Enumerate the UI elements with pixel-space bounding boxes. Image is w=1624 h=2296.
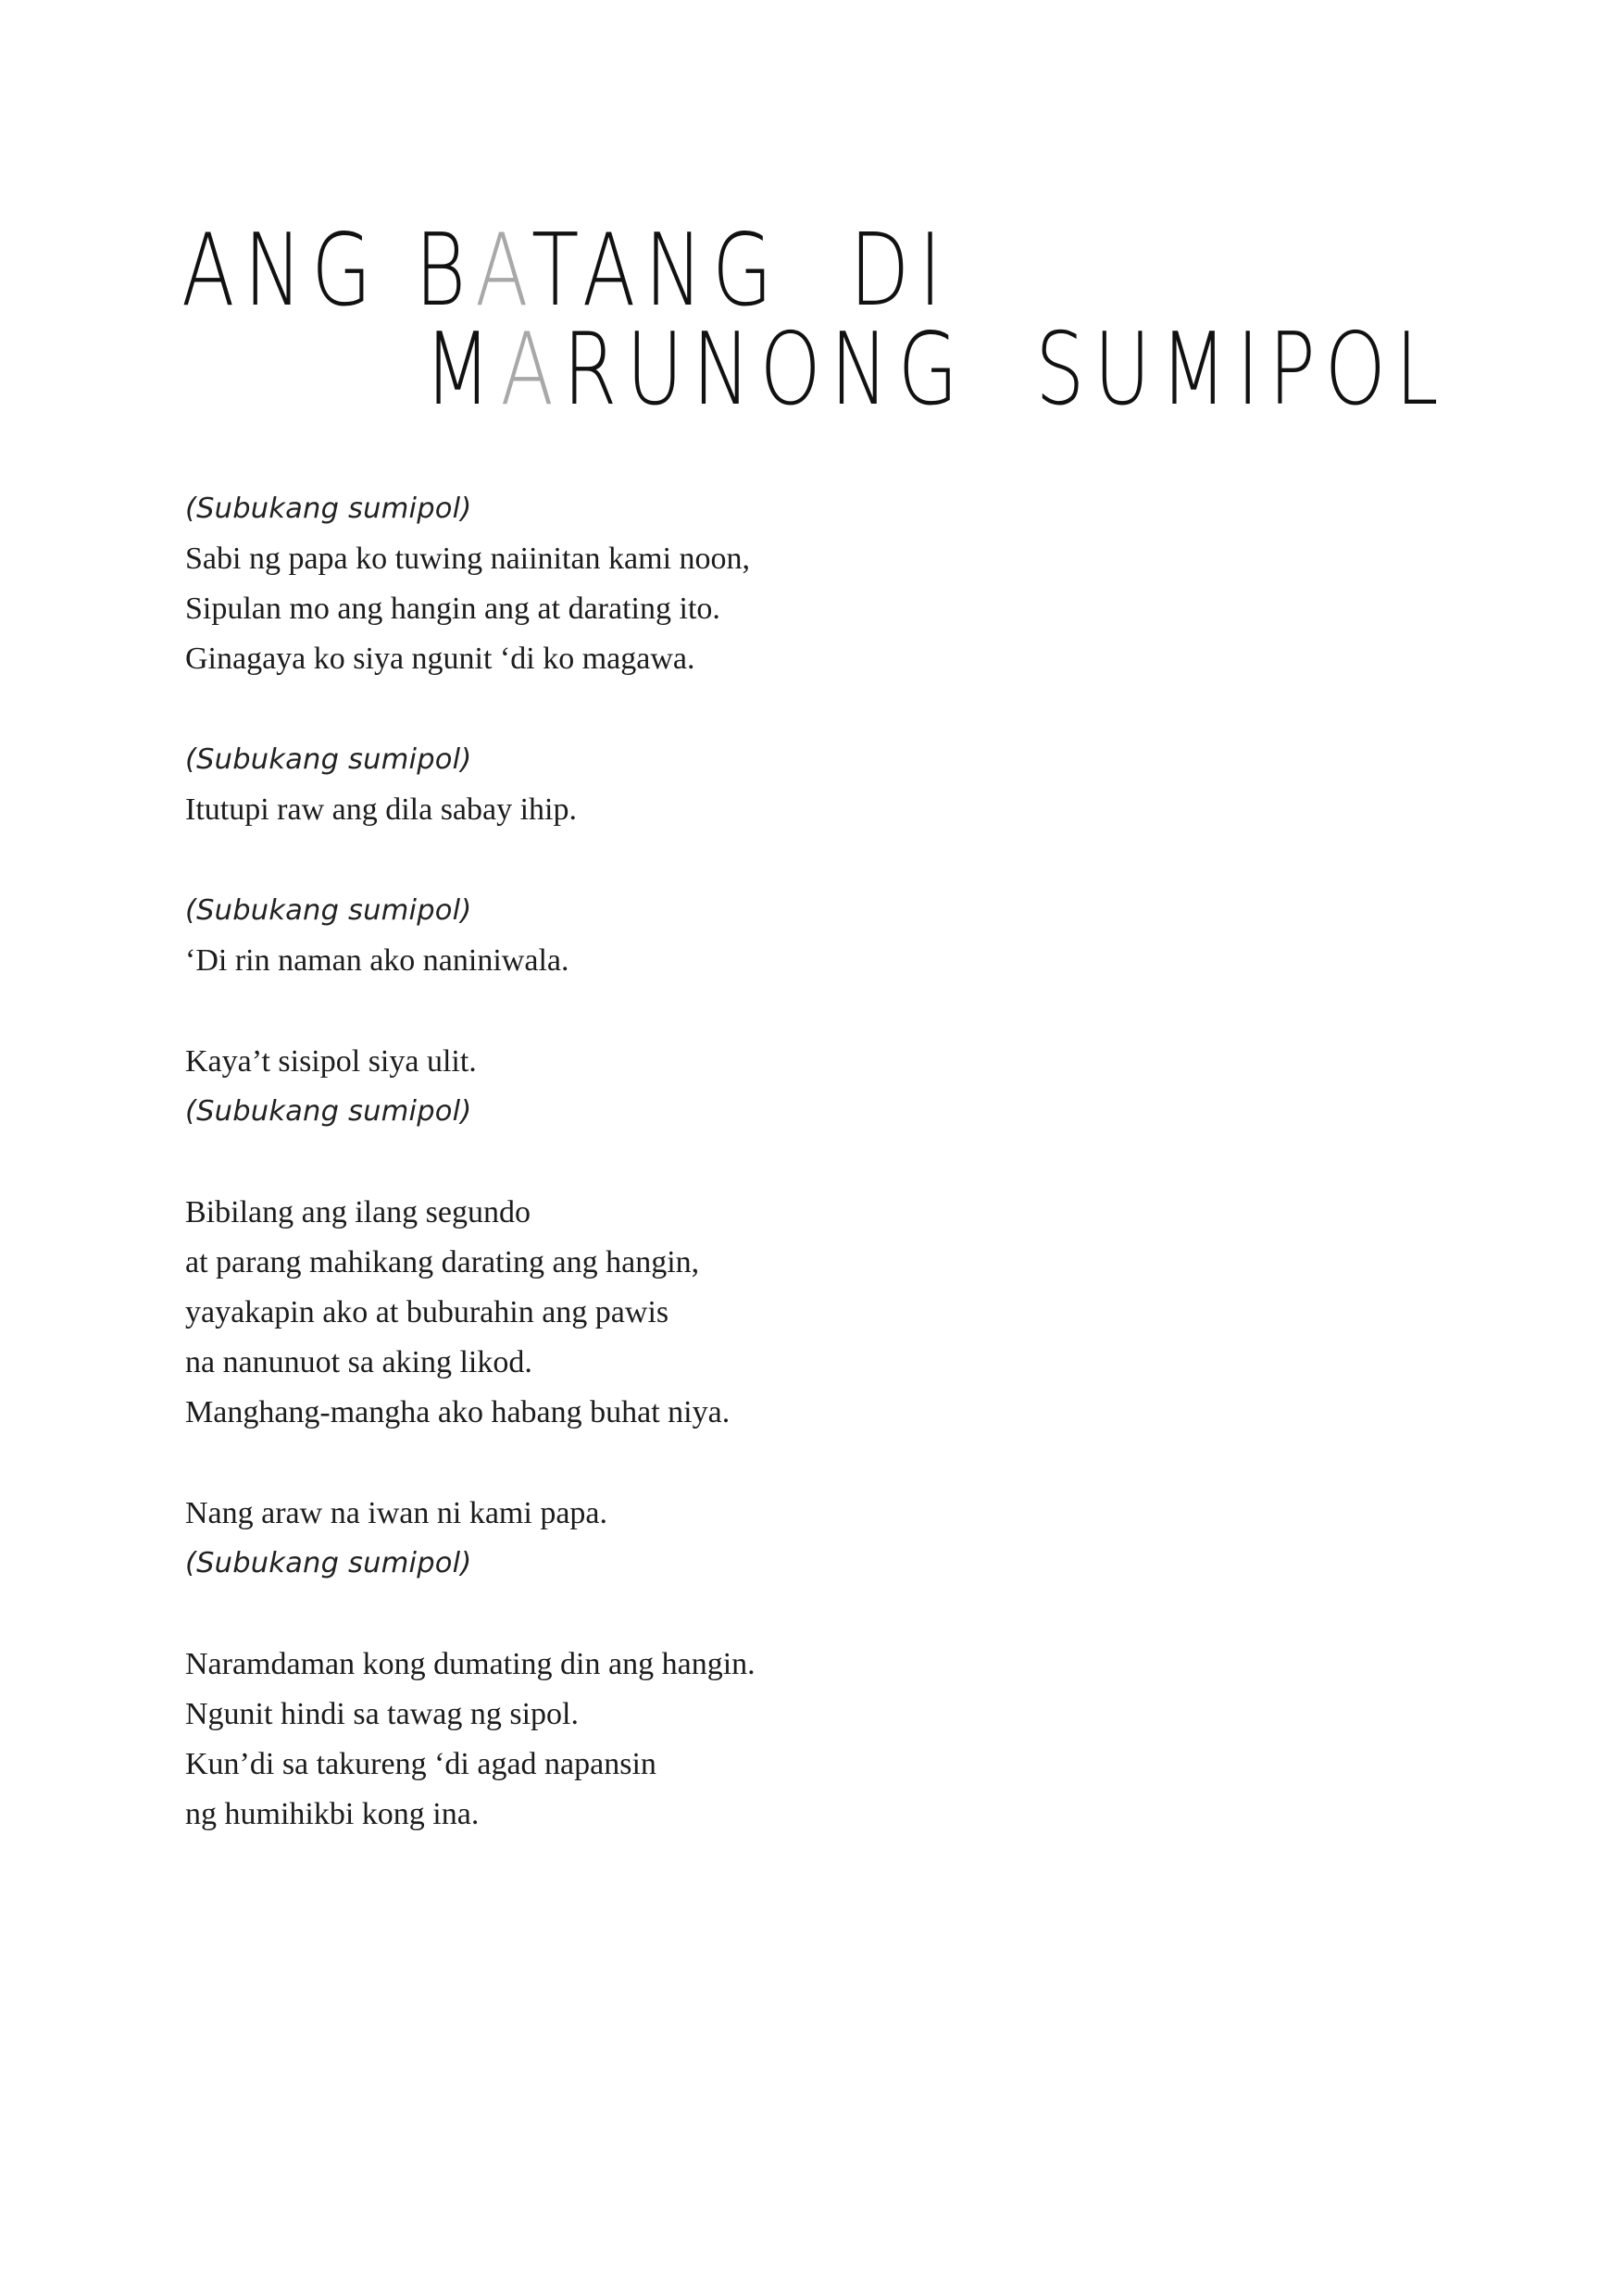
poem-line: Sabi ng papa ko tuwing naiinitan kami noon,	[185, 542, 751, 576]
poem-line: yayakapin ako at buburahin ang pawis	[185, 1295, 669, 1329]
poem-line: na nanunuot sa aking likod.	[185, 1345, 532, 1379]
poem-line: at parang mahikang darating ang hangin,	[185, 1245, 700, 1279]
poem-line: Ginagaya ko siya ngunit ‘di ko magawa.	[185, 642, 695, 676]
title-line-2-pre: M	[424, 311, 501, 428]
poem-line: Naramdaman kong dumating din ang hangin.	[185, 1647, 756, 1681]
stanza	[185, 484, 1389, 684]
poem-line: Bibilang ang ilang segundo	[185, 1195, 531, 1229]
poem-line: ng humihikbi kong ina.	[185, 1797, 480, 1831]
stanza	[185, 1188, 1389, 1438]
poem-line: Itutupi raw ang dila sabay ihip.	[185, 792, 578, 827]
poem-line: Sipulan mo ang hangin ang at darating ito.	[185, 592, 720, 626]
stanza	[185, 735, 1389, 835]
title-line-1-post: TANG DI	[531, 212, 952, 329]
title-line-2-post: RUNONG SUMIPOL	[562, 311, 1448, 428]
refrain-line: (Subukang sumipol)	[185, 1095, 472, 1128]
poem-body	[185, 484, 1389, 1890]
title-line-2-accent-letter: A	[500, 311, 563, 428]
poem-line: ‘Di rin naman ako naniniwala.	[185, 943, 569, 978]
title-line-1-accent-letter: A	[475, 212, 532, 329]
poem-line: Nang araw na iwan ni kami papa.	[185, 1496, 607, 1530]
poem-line: Kun’di sa takureng ‘di agad napansin	[185, 1747, 656, 1781]
stanza	[185, 1037, 1389, 1137]
poem-line: Manghang-mangha ako habang buhat niya.	[185, 1395, 731, 1429]
stanza	[185, 886, 1389, 986]
refrain-line: (Subukang sumipol)	[185, 493, 472, 525]
title-line-1-pre: ANG B	[181, 212, 476, 329]
poem-title	[181, 204, 1478, 428]
refrain-line: (Subukang sumipol)	[185, 1547, 472, 1579]
stanza	[185, 1489, 1389, 1589]
stanza	[185, 1640, 1389, 1840]
refrain-line: (Subukang sumipol)	[185, 894, 472, 927]
poem-line: Kaya’t sisipol siya ulit.	[185, 1044, 477, 1079]
title-line-2	[424, 310, 1448, 429]
refrain-line: (Subukang sumipol)	[185, 743, 472, 776]
poem-line: Ngunit hindi sa tawag ng sipol.	[185, 1697, 579, 1731]
